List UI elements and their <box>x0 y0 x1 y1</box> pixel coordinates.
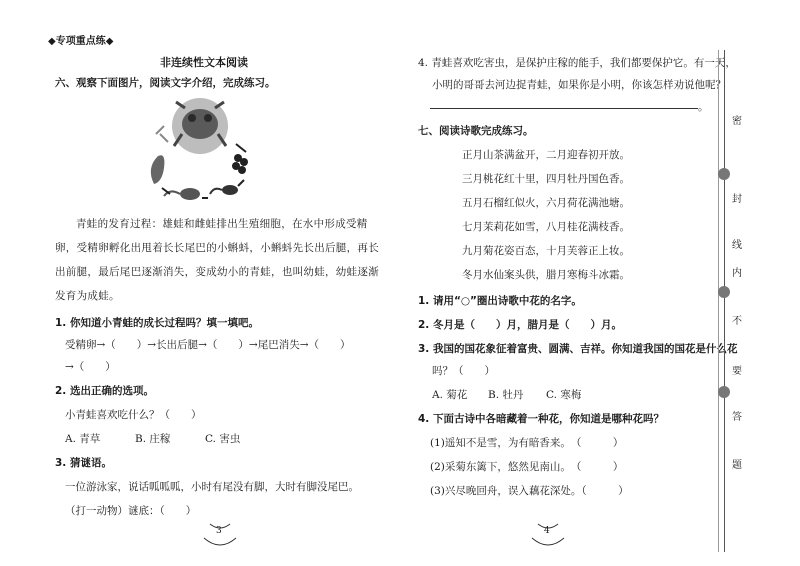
poem-question-3-line-2: 吗？（ ） <box>432 365 495 377</box>
poem-question-4-item: (2)采菊东篱下，悠然见南山。 （ ） <box>430 461 624 473</box>
question-3-riddle: 一位游泳家，说话呱呱呱，小时有尾没有脚，大时有脚没尾巴。 <box>65 481 359 493</box>
question-2-option-a: A. 青草 <box>65 433 101 445</box>
poem-line: 三月桃花红十里，四月牡丹国色香。 <box>462 173 630 185</box>
seal-line-outer <box>724 50 725 552</box>
answer-line-end: 。 <box>698 101 709 113</box>
page-number-left <box>200 520 240 550</box>
section-six-heading: 六、观察下面图片，阅读文字介绍，完成练习。 <box>55 77 276 89</box>
question-1-sequence: 受精卵→（ ）→长出后腿→（ ）→尾巴消失→（ ） <box>65 339 351 351</box>
poem-question-3-option-b: B. 牡丹 <box>488 389 524 401</box>
question-4-line-2: 小明的哥哥去河边捉青蛙，如果你是小明，你该怎样劝说他呢？ <box>432 79 726 91</box>
seal-char: 不 <box>732 316 742 327</box>
question-2: 2. 选出正确的选项。 <box>55 385 154 397</box>
poem-question-4: 4. 下面古诗中各暗藏着一种花，你知道是哪种花吗？ <box>418 413 664 425</box>
seal-char: 题 <box>732 460 742 471</box>
section-seven-heading: 七、阅读诗歌完成练习。 <box>418 125 534 137</box>
poem-question-4-item: (3)兴尽晚回舟，误入藕花深处。（ ） <box>430 485 629 497</box>
seal-line <box>718 50 719 552</box>
seal-char: 内 <box>732 268 742 279</box>
seal-hole <box>718 286 730 298</box>
answer-line[interactable] <box>430 108 698 109</box>
poem-line: 五月石榴红似火，六月荷花满池塘。 <box>462 197 630 209</box>
poem-question-2: 2. 冬月是（ ）月，腊月是（ ）月。 <box>418 319 622 331</box>
question-2-option-c: C. 害虫 <box>205 433 241 445</box>
poem-question-4-item: (1)遥知不是雪，为有暗香来。 （ ） <box>430 437 624 449</box>
poem-question-1: 1. 请用“○”圈出诗歌中花的名字。 <box>418 295 582 307</box>
seal-hole <box>718 168 730 180</box>
poem-question-3-option-c: C. 寒梅 <box>546 389 582 401</box>
question-3-answer: （打一动物）谜底：（ ） <box>65 505 197 517</box>
seal-hole <box>718 386 730 398</box>
question-1: 1. 你知道小青蛙的成长过程吗？填一填吧。 <box>55 317 259 329</box>
seal-char: 密 <box>732 116 742 127</box>
frog-development-paragraph: 青蛙的发育过程：雄蛙和雌蛙排出生殖细胞，在水中形成受精卵，受精卵孵化出甩着长长尾巴的小蝌蚪，小蝌蚪先长出后腿，再长出前腿，最后尾巴逐渐消失，变成幼小的青蛙，也叫幼蛙，幼蛙逐渐发育为成蛙。 <box>55 218 379 302</box>
poem-line: 冬月水仙案头供，腊月寒梅斗冰霜。 <box>462 269 630 281</box>
seal-char: 线 <box>732 240 742 251</box>
poem-line: 九月菊花姿百态，十月芙蓉正上妆。 <box>462 245 630 257</box>
question-1-sequence-end: →（ ） <box>65 361 116 373</box>
page-title: 非连续性文本阅读 <box>160 56 248 69</box>
poem-line: 正月山茶满盆开，二月迎春初开放。 <box>462 149 630 161</box>
question-2-prompt: 小青蛙喜欢吃什么？（ ） <box>65 409 202 421</box>
page-number-right <box>528 520 568 550</box>
poem-question-3-option-a: A. 菊花 <box>432 389 468 401</box>
seal-char: 答 <box>732 412 742 423</box>
section-tag: ◆专项重点练◆ <box>48 36 114 47</box>
seal-char: 要 <box>732 366 742 377</box>
frog-life-cycle-illustration <box>140 98 260 206</box>
question-2-option-b: B. 庄稼 <box>135 433 171 445</box>
question-3: 3. 猜谜语。 <box>55 457 112 469</box>
question-4-line-1: 4. 青蛙喜欢吃害虫，是保护庄稼的能手，我们都要保护它。有一天， <box>418 57 736 69</box>
poem-line: 七月茉莉花如雪，八月桂花满枝香。 <box>462 221 630 233</box>
seal-char: 封 <box>732 194 742 205</box>
page-number-left-text: 3 <box>216 526 222 536</box>
poem-question-3: 3. 我国的国花象征着富贵、圆满、吉祥。你知道我国的国花是什么花 <box>418 343 738 355</box>
page-number-right-text: 4 <box>544 526 550 536</box>
